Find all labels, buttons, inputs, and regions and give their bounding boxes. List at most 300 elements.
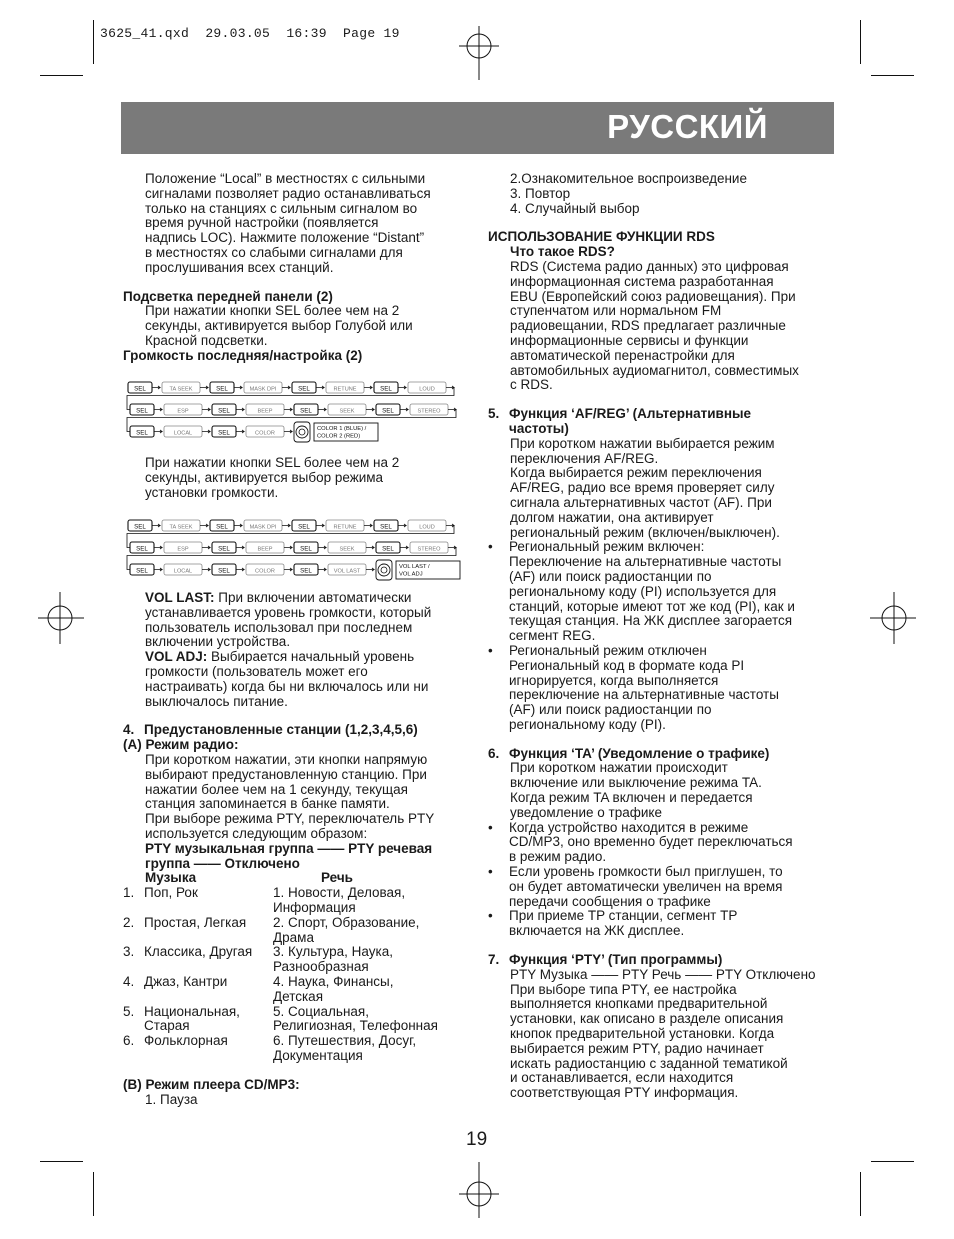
text-line: Документация xyxy=(273,1047,363,1063)
text-line: При нажатии кнопки SEL более чем на 2 xyxy=(145,303,400,319)
bullet-item xyxy=(488,865,833,909)
key-label: SEL xyxy=(136,407,148,415)
af-heading xyxy=(488,407,833,437)
local-distant-text xyxy=(123,172,473,276)
volume-knob-icon xyxy=(294,422,310,442)
music-genre: Простая, Легкая xyxy=(144,914,247,930)
text-line: только на станциях с сильным сигналом во xyxy=(145,200,418,216)
text-line: станций, которые имеют тот же код (PI), как и xyxy=(509,598,795,614)
menu-option xyxy=(328,542,366,553)
key-label: SEL xyxy=(300,407,312,415)
text-line: передачи сообщения о трафике xyxy=(509,893,711,909)
heading-text: Предустановленные станции (1,2,3,4,5,6) xyxy=(144,722,418,738)
af-text xyxy=(488,437,833,541)
key-label: SEL xyxy=(218,567,230,575)
arrow-icon xyxy=(364,386,372,389)
key-label: ESP xyxy=(177,546,189,553)
knob-label: VOL ADJ xyxy=(399,571,423,578)
sel-key xyxy=(130,404,154,415)
text-line: Детская xyxy=(273,988,324,1004)
radio-mode-heading: (A) Режим радио: xyxy=(123,737,239,753)
arrow-icon xyxy=(448,546,456,549)
key-label: SEL xyxy=(134,385,146,393)
pty-table-row xyxy=(123,886,473,916)
key-label: SEL xyxy=(136,545,148,553)
music-genre: Джаз, Кантри xyxy=(144,973,228,989)
key-label: RETUNE xyxy=(333,524,357,531)
volume-heading: Громкость последняя/настройка (2) xyxy=(123,347,363,363)
ta-heading xyxy=(488,747,833,762)
row-number: 6. xyxy=(123,1033,135,1049)
arrow-icon xyxy=(202,546,210,549)
bullet-item xyxy=(488,644,833,733)
text-line: кнопок предварительной установки. Когда xyxy=(510,1026,775,1042)
right-column xyxy=(488,172,833,1101)
key-label: STEREO xyxy=(417,546,441,553)
text-line: RDS (Система радио данных) это цифровая xyxy=(510,258,789,274)
list-item: 3. Повтор xyxy=(510,185,571,201)
music-genre: Классика, Другая xyxy=(144,944,253,960)
key-label: LOCAL xyxy=(173,568,193,575)
menu-option xyxy=(164,564,202,575)
text-line: выполняется кнопками предварительной xyxy=(510,996,768,1012)
bullet-icon: • xyxy=(488,864,493,880)
volume-knob-icon xyxy=(376,560,392,580)
arrow-icon xyxy=(236,546,244,549)
text-line: выключалось питание. xyxy=(145,693,288,709)
row-number: 1. xyxy=(123,885,135,901)
key-label: SEEK xyxy=(339,546,355,553)
text-line: Когда устройство находится в режиме xyxy=(509,819,749,835)
row-number: 2. xyxy=(123,914,135,930)
language-banner xyxy=(121,102,834,154)
speech-genre xyxy=(273,886,473,916)
key-label: SEL xyxy=(218,545,230,553)
text-line: прослушивания всех станций. xyxy=(145,259,334,275)
pty-table-row xyxy=(123,1034,473,1064)
arrow-icon xyxy=(318,546,326,549)
menu-option xyxy=(410,542,448,553)
text-line: он будет автоматически увеличен на время xyxy=(509,878,783,894)
sel-menu-diagram-volume xyxy=(126,517,466,587)
menu-option xyxy=(162,520,200,531)
arrow-icon xyxy=(234,524,242,527)
bullet-item xyxy=(488,821,833,865)
key-label: MASK DPI xyxy=(249,524,277,531)
section-number: 5. xyxy=(488,406,500,422)
text-line: используется следующим образом: xyxy=(145,825,368,841)
text-line: 2. Спорт, Образование, xyxy=(273,914,420,930)
key-label: ESP xyxy=(177,408,189,415)
text-line: в местностях со слабыми сигналами для xyxy=(145,244,403,260)
text-line: информационная система разработанная xyxy=(510,273,774,289)
menu-option xyxy=(326,382,364,393)
text-line: игнорируется, когда выполняется xyxy=(509,672,719,688)
pty-sequence-line: группа —— Отключено xyxy=(145,855,300,871)
arrow-icon xyxy=(154,408,162,411)
key-label: SEL xyxy=(218,429,230,437)
menu-option xyxy=(246,542,284,553)
text-line: Положение “Local” в местностях с сильными xyxy=(145,171,426,186)
text-line: Когда выбирается режим переключения xyxy=(510,465,762,481)
knob-label: VOL LAST / xyxy=(399,564,430,570)
sel-key xyxy=(130,426,154,437)
speech-genre xyxy=(273,916,473,946)
text-line: радиовещании, RDS предлагает различные xyxy=(510,318,786,334)
text-line: При выборе режима PTY, переключатель PTY xyxy=(145,811,435,827)
text-line: Региональный режим включен: xyxy=(509,539,705,555)
text-line: переключения AF/REG. xyxy=(510,450,659,466)
key-label: BEEP xyxy=(257,546,273,553)
arrow-icon xyxy=(366,568,374,571)
key-label: SEL xyxy=(134,523,146,531)
menu-option xyxy=(408,382,446,393)
radio-mode-text xyxy=(123,753,473,886)
text-line: (AF) или поиск радиостанции по xyxy=(509,568,712,584)
heading-text: частоты) xyxy=(509,420,569,436)
text-line: При выборе типа PTY, ее настройка xyxy=(510,981,737,997)
key-label: VOL LAST xyxy=(333,568,361,575)
heading-text: Функция ‘TA’ (Уведомление о трафике) xyxy=(509,745,770,761)
rds-heading: ИСПОЛЬЗОВАНИЕ ФУНКЦИИ RDS xyxy=(488,229,715,245)
left-column-bottom xyxy=(123,591,473,1107)
arrow-icon xyxy=(202,430,210,433)
banner-title: РУССКИЙ xyxy=(607,108,768,145)
bullet-icon: • xyxy=(488,819,493,835)
text-line: Региональный режим отключен xyxy=(509,642,707,658)
text-line: региональному коду (PI) используется для xyxy=(509,583,777,599)
menu-option xyxy=(244,382,282,393)
text-line: 6. Путешествия, Досуг, xyxy=(273,1033,417,1049)
sel-key xyxy=(376,404,400,415)
key-label: COLOR xyxy=(255,568,275,575)
bullet-item xyxy=(488,540,833,644)
text-line: сигналами позволяет радио останавливаться xyxy=(145,185,431,201)
arrow-icon xyxy=(154,568,162,571)
arrow-icon xyxy=(236,408,244,411)
sel-key xyxy=(294,542,318,553)
pty-sequence-line: PTY музыкальная группа —— PTY речевая xyxy=(145,840,433,856)
arrow-icon xyxy=(284,430,292,433)
arrow-icon xyxy=(152,524,160,527)
cd-item-pause: 1. Пауза xyxy=(145,1091,198,1107)
bullet-item xyxy=(488,909,833,939)
key-label: SEL xyxy=(300,545,312,553)
text-line: автоматической перенастройки для xyxy=(510,347,735,363)
section-number: 7. xyxy=(488,952,500,968)
key-label: BEEP xyxy=(257,408,273,415)
pty-table-row xyxy=(123,916,473,946)
key-label: SEL xyxy=(136,429,148,437)
text-line: Разнообразная xyxy=(273,959,369,975)
row-number: 5. xyxy=(123,1003,135,1019)
arrow-icon xyxy=(446,386,454,389)
text-line: включение или выключение режима TA. xyxy=(510,775,762,791)
key-label: SEL xyxy=(216,385,228,393)
text-line: устанавливается уровень громкости, который xyxy=(145,604,432,620)
key-label: LOUD xyxy=(419,524,435,531)
key-label: LOUD xyxy=(419,386,435,393)
arrow-icon xyxy=(200,386,208,389)
row-number: 4. xyxy=(123,973,135,989)
pty-text xyxy=(488,968,833,1101)
cd-mode-heading: (B) Режим плеера CD/MP3: xyxy=(123,1076,300,1092)
rds-text xyxy=(488,260,833,393)
pty-table xyxy=(123,886,473,1064)
text-line: При нажатии кнопки SEL более чем на 2 xyxy=(145,455,400,470)
arrow-icon xyxy=(202,408,210,411)
arrow-icon xyxy=(236,568,244,571)
text-line: выбирают предустановленную станцию. При xyxy=(145,766,427,782)
page-number: 19 xyxy=(466,1129,488,1150)
knob-label: COLOR 2 (RED) xyxy=(317,433,361,440)
key-label: SEL xyxy=(380,385,392,393)
text-line: Переключение на альтернативные частоты xyxy=(509,554,782,570)
arrow-icon xyxy=(282,386,290,389)
registration-mark-left xyxy=(36,588,88,648)
text-line: установки, как описано в разделе описания xyxy=(510,1011,784,1027)
text-line: нажатии более чем на 1 секунду, текущая xyxy=(145,781,408,797)
text-line: EBU (Европейский союз радиовещания). При xyxy=(510,288,796,304)
key-label: SEEK xyxy=(339,408,355,415)
arrow-icon xyxy=(398,524,406,527)
text-line: региональному коду (PI). xyxy=(509,716,666,732)
arrow-icon xyxy=(234,386,242,389)
backlight-heading: Подсветка передней панели (2) xyxy=(123,288,333,304)
key-label: LOCAL xyxy=(173,430,193,437)
text-line: При коротком нажатии, эти кнопки напрямую xyxy=(145,751,428,767)
key-label: SEL xyxy=(298,385,310,393)
text-line: текущая станция. На ЖК дисплее загорается xyxy=(509,613,793,629)
sel-key xyxy=(374,520,398,531)
sel-key xyxy=(212,404,236,415)
text-line: включении устройства. xyxy=(145,634,291,650)
arrow-icon xyxy=(316,524,324,527)
text-line: При коротком нажатии происходит xyxy=(510,760,728,776)
ta-text xyxy=(488,761,833,820)
text-line: Религиозная, Телефонная xyxy=(273,1018,438,1034)
menu-option xyxy=(246,404,284,415)
row-number: 3. xyxy=(123,944,135,960)
menu-option xyxy=(162,382,200,393)
text-line: 3. Культура, Наука, xyxy=(273,944,393,960)
arrow-icon xyxy=(398,386,406,389)
key-label: RETUNE xyxy=(333,386,357,393)
text-line: громкости (пользователь может его xyxy=(145,663,368,679)
sel-menu-diagram-backlight xyxy=(126,379,466,449)
sel-key xyxy=(212,542,236,553)
bullet-icon: • xyxy=(488,908,493,924)
menu-option xyxy=(246,564,284,575)
arrow-icon xyxy=(316,386,324,389)
text-line: региональный режим (включен/выключен). xyxy=(510,524,780,540)
text-line: 4. Наука, Финансы, xyxy=(273,973,394,989)
sel-key xyxy=(376,542,400,553)
text-line: секунды, активируется выбор Голубой или xyxy=(145,318,413,334)
key-label: SEL xyxy=(216,523,228,531)
text-line: пользователь использовал при последнем xyxy=(145,619,413,635)
text-line: При приеме TP станции, сегмент TP xyxy=(509,908,738,924)
menu-option xyxy=(326,520,364,531)
arrow-icon xyxy=(282,524,290,527)
vol-last-label: VOL LAST: xyxy=(145,590,215,605)
sel-key xyxy=(292,382,316,393)
text-line: и останавливается, если находится xyxy=(510,1070,734,1086)
arrow-icon xyxy=(400,408,408,411)
registration-mark-top xyxy=(447,20,511,84)
text-line: Драма xyxy=(273,929,314,945)
registration-mark-right xyxy=(866,588,918,648)
text-line: станция запоминается в банке памяти. xyxy=(145,796,390,812)
heading-text: Функция ‘PTY’ (Тип программы) xyxy=(509,952,723,968)
arrow-icon xyxy=(284,408,292,411)
pty-table-row xyxy=(123,945,473,975)
sel-key xyxy=(212,426,236,437)
speech-genre xyxy=(273,975,473,1005)
key-label: TA SEEK xyxy=(169,524,193,531)
arrow-icon xyxy=(448,408,456,411)
cd-items xyxy=(488,172,833,216)
sel-key xyxy=(294,564,318,575)
arrow-icon xyxy=(202,568,210,571)
text-line: с RDS. xyxy=(510,377,553,393)
text-line: Региональный код в формате кода PI xyxy=(509,657,745,673)
text-line: Информация xyxy=(273,899,356,915)
text-line: установки громкости. xyxy=(145,484,279,500)
text-line: Когда режим TA включен и передается xyxy=(510,790,753,806)
text-line: секунды, активируется выбор режима xyxy=(145,469,384,485)
sel-key xyxy=(130,564,154,575)
sel-key xyxy=(294,404,318,415)
menu-option xyxy=(408,520,446,531)
text-line: настраивать) когда бы ни включалось или ни xyxy=(145,678,429,694)
sel-key xyxy=(374,382,398,393)
sel-key xyxy=(210,520,234,531)
music-genre: Национальная, Старая xyxy=(144,1003,240,1034)
volume-text-block xyxy=(123,456,473,500)
menu-option xyxy=(164,404,202,415)
file-slug: 3625_41.qxd 29.03.05 16:39 Page 19 xyxy=(100,26,400,41)
arrow-icon xyxy=(154,430,162,433)
pty-heading xyxy=(488,953,833,968)
menu-option xyxy=(328,404,366,415)
sel-key xyxy=(292,520,316,531)
arrow-icon xyxy=(400,546,408,549)
presets-heading xyxy=(123,723,473,738)
arrow-icon xyxy=(284,568,292,571)
column-speech: Речь xyxy=(321,870,353,886)
text-line: выбирается режим PTY, радио начинает xyxy=(510,1040,764,1056)
menu-option xyxy=(328,564,366,575)
text-line: надпись LOC). Нажмите положение “Distant” xyxy=(145,230,425,246)
text-line: 1. Новости, Деловая, xyxy=(273,885,406,901)
key-label: SEL xyxy=(382,407,394,415)
key-label: SEL xyxy=(298,523,310,531)
sel-key xyxy=(212,564,236,575)
speech-genre xyxy=(273,1005,473,1035)
arrow-icon xyxy=(154,546,162,549)
vol-adj-label: VOL ADJ: xyxy=(145,649,208,665)
pty-table-row xyxy=(123,975,473,1005)
key-label: SEL xyxy=(380,523,392,531)
key-label: COLOR xyxy=(255,430,275,437)
key-label: SEL xyxy=(300,567,312,575)
arrow-icon xyxy=(318,568,326,571)
text-line: уведомление о трафике xyxy=(510,804,662,820)
text-line: долгом нажатии, она активирует xyxy=(510,509,714,525)
text-line: AF/REG, радио все время проверяет силу xyxy=(510,480,775,496)
text-line: 5. Социальная, xyxy=(273,1003,369,1019)
column-music: Музыка xyxy=(145,870,197,886)
list-item: 4. Случайный выбор xyxy=(510,200,640,216)
text-line: При включении автоматически xyxy=(218,590,412,605)
text-line: в режим радио. xyxy=(509,849,607,865)
key-label: SEL xyxy=(136,567,148,575)
text-line: PTY Музыка —— PTY Речь —— PTY Отключено xyxy=(510,966,816,982)
sel-key xyxy=(130,542,154,553)
music-genre: Поп, Рок xyxy=(144,885,198,901)
text-line: При коротком нажатии выбирается режим xyxy=(510,435,775,451)
left-column-top xyxy=(123,172,473,364)
registration-mark-bottom xyxy=(447,1158,511,1222)
key-label: STEREO xyxy=(417,408,441,415)
key-label: MASK DPI xyxy=(249,386,277,393)
text-line: автомобильных аудиомагнитол, совместимых xyxy=(510,362,799,378)
sel-key xyxy=(128,382,152,393)
arrow-icon xyxy=(152,386,160,389)
list-item: 2.Ознакомительное воспроизведение xyxy=(510,171,747,186)
rds-subheading: Что такое RDS? xyxy=(510,244,615,260)
speech-genre xyxy=(273,1034,473,1064)
text-line: соответствующая PTY информация. xyxy=(510,1085,739,1101)
arrow-icon xyxy=(364,524,372,527)
text-line: включается на ЖК дисплее. xyxy=(509,923,685,939)
text-line: время ручной настройки (появляется xyxy=(145,215,379,231)
menu-option xyxy=(410,404,448,415)
text-line: Выбирается начальный уровень xyxy=(211,649,415,665)
menu-option xyxy=(164,426,202,437)
arrow-icon xyxy=(236,430,244,433)
menu-option xyxy=(246,426,284,437)
bullet-icon: • xyxy=(488,539,493,555)
key-label: TA SEEK xyxy=(169,386,193,393)
arrow-icon xyxy=(284,546,292,549)
text-line: ступенчатом или нормальном FM xyxy=(510,303,722,319)
text-line: искать радиостанцию с заданной тематикой xyxy=(510,1055,788,1071)
knob-label: COLOR 1 (BLUE) / xyxy=(317,426,367,432)
vol-last-block xyxy=(123,591,473,709)
bullet-icon: • xyxy=(488,642,493,658)
section-number: 6. xyxy=(488,745,500,761)
speech-genre xyxy=(273,945,473,975)
text-line: сегмент REG. xyxy=(509,628,596,644)
section-number: 4. xyxy=(123,722,135,738)
music-genre: Фольклорная xyxy=(144,1033,228,1049)
menu-option xyxy=(244,520,282,531)
sel-key xyxy=(210,382,234,393)
arrow-icon xyxy=(318,408,326,411)
text-line: Если уровень громкости был приглушен, то xyxy=(509,864,783,880)
key-label: SEL xyxy=(382,545,394,553)
menu-option xyxy=(164,542,202,553)
backlight-text xyxy=(123,304,473,348)
arrow-icon xyxy=(366,408,374,411)
heading-text: Функция ‘AF/REG’ (Альтернативные xyxy=(509,406,752,422)
text-line: (AF) или поиск радиостанции по xyxy=(509,702,712,718)
key-label: SEL xyxy=(218,407,230,415)
text-line: CD/MP3, оно временно будет переключаться xyxy=(509,834,793,850)
pty-table-row xyxy=(123,1005,473,1035)
